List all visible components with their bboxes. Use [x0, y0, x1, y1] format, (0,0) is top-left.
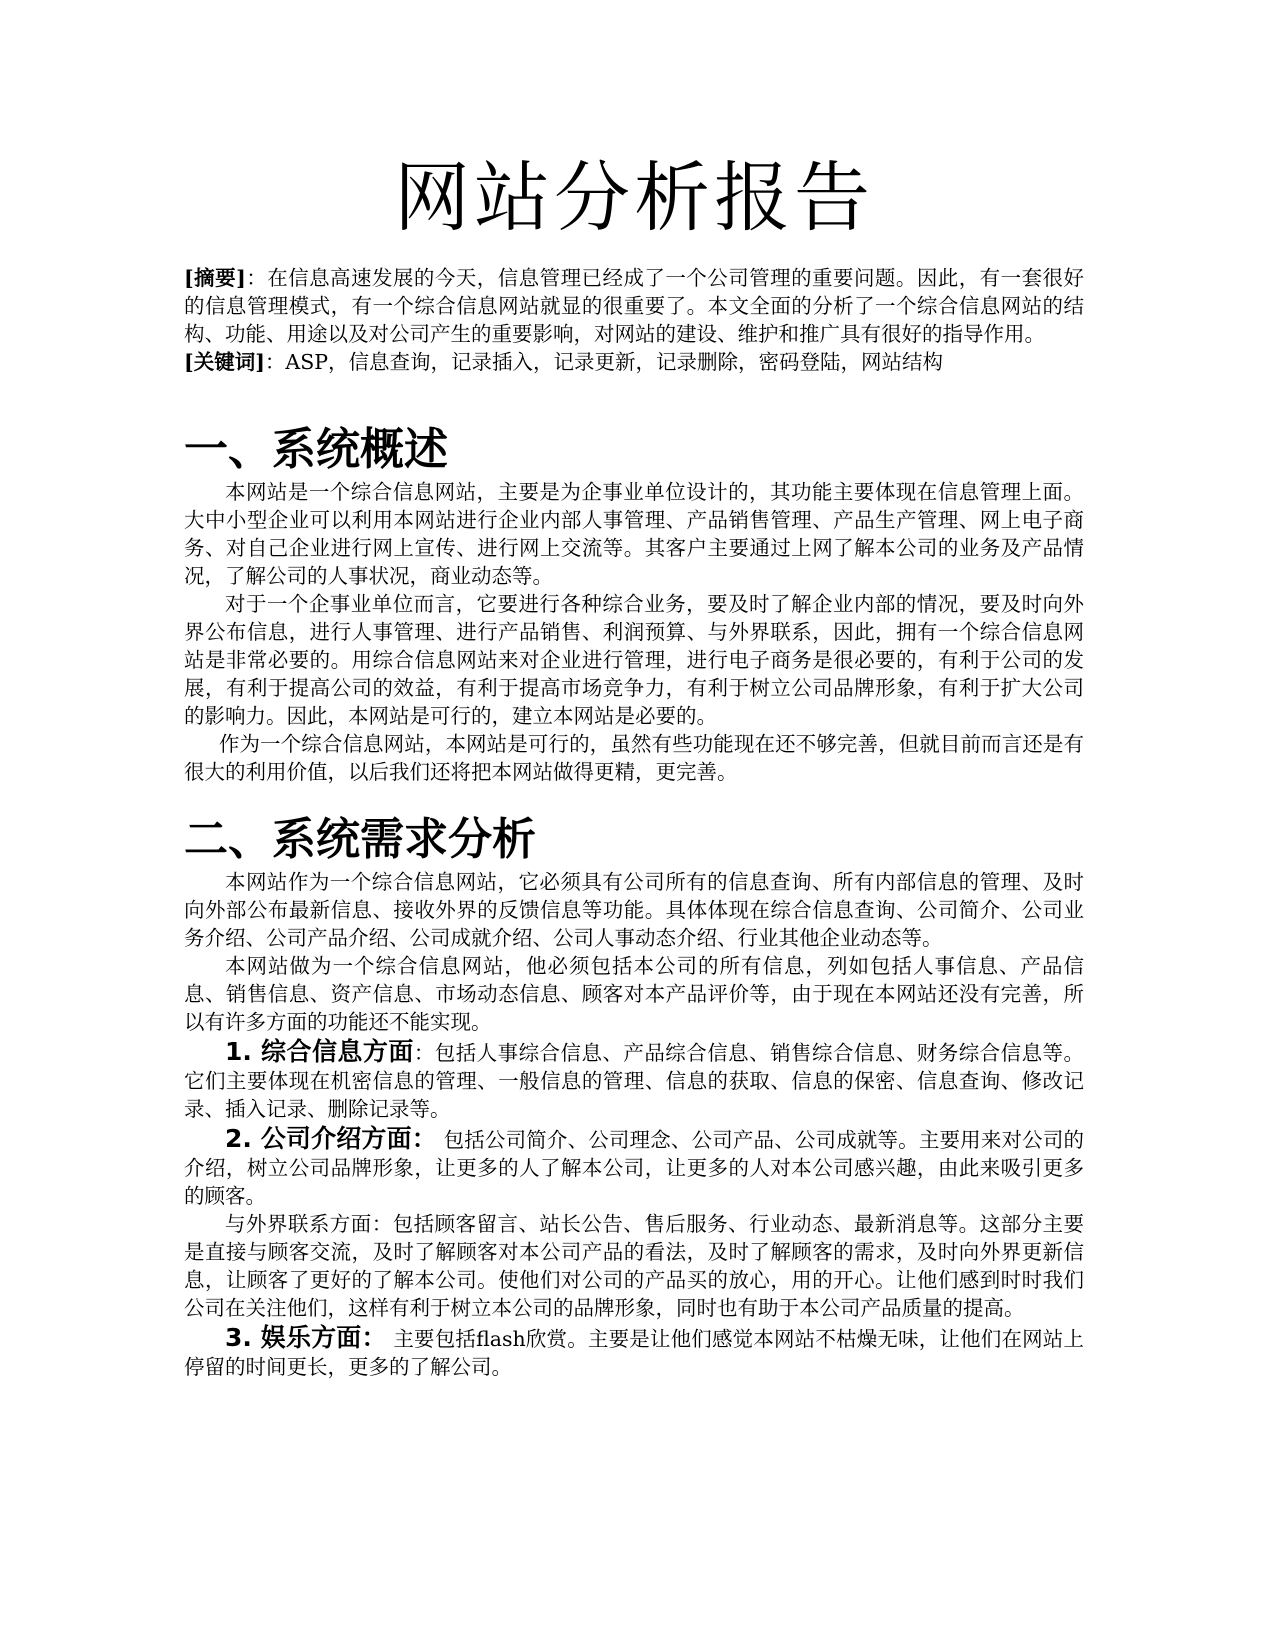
keywords-paragraph	[184, 348, 1084, 376]
keywords-text: ：ASP，信息查询，记录插入，记录更新，记录删除，密码登陆，网站结构	[264, 350, 944, 374]
contact-paragraph: 与外界联系方面：包括顾客留言、站长公告、售后服务、行业动态、最新消息等。这部分主要是直接与顾客交流，及时了解顾客对本公司产品的看法，及时了解顾客的需求，及时向外界更新信息，让顾客了更好的了解本公司。使他们对公司的产品买的放心，用的开心。让他们感到时时我们公司在关注他们，这样有利于树立本公司的品牌形象，同时也有助于本公司产品质量的提高。	[184, 1212, 1084, 1320]
item-3-title: 3. 娱乐方面：	[225, 1323, 387, 1352]
requirement-item-3	[184, 1324, 1084, 1381]
item-2-title: 2. 公司介绍方面：	[225, 1124, 437, 1153]
keywords-label: [关键词]	[184, 350, 265, 374]
section-heading-overview: 一、系统概述	[184, 424, 448, 475]
abstract-paragraph	[184, 264, 1084, 348]
abstract-block	[184, 264, 1084, 376]
abstract-text: ：在信息高速发展的今天，信息管理已经成了一个公司管理的重要问题。因此，有一套很好的信息管理模式，有一个综合信息网站就显的很重要了。本文全面的分析了一个综合信息网站的结构、功能、用途以及对公司产生的重要影响，对网站的建设、维护和推广具有很好的指导作用。	[184, 266, 1085, 346]
requirement-item-2	[184, 1125, 1084, 1210]
requirements-paragraph-1: 本网站作为一个综合信息网站，它必须具有公司所有的信息查询、所有内部信息的管理、及时向外部公布最新信息、接收外界的反馈信息等功能。具体体现在综合信息查询、公司简介、公司业务介绍、公司产品介绍、公司成就介绍、公司人事动态介绍、行业其他企业动态等。	[184, 870, 1084, 950]
abstract-label: [摘要]	[184, 266, 246, 290]
document-title: 网站分析报告	[394, 153, 874, 242]
item-1-title: 1. 综合信息方面	[225, 1037, 414, 1066]
document-page	[184, 0, 1084, 1381]
item-3-text: 主要包括flash欣赏。主要是让他们感觉本网站不枯燥无味，让他们在网站上停留的时间更长，更多的了解公司。	[184, 1327, 1084, 1379]
overview-paragraph-2: 对于一个企事业单位而言，它要进行各种综合业务，要及时了解企业内部的情况，要及时向外界公布信息，进行人事管理、进行产品销售、利润预算、与外界联系，因此，拥有一个综合信息网站是非常必要的。用综合信息网站来对企业进行管理，进行电子商务是很必要的，有利于公司的发展，有利于提高公司的效益，有利于提高市场竞争力，有利于树立公司品牌形象，有利于扩大公司的影响力。因此，本网站是可行的，建立本网站是必要的。	[184, 592, 1084, 728]
item-1-text: ：包括人事综合信息、产品综合信息、销售综合信息、财务综合信息等。它们主要体现在机密信息的管理、一般信息的管理、信息的获取、信息的保密、信息查询、修改记录、插入记录、删除记录等。	[184, 1041, 1084, 1121]
item-2-text: 包括公司简介、公司理念、公司产品、公司成就等。主要用来对公司的介绍，树立公司品牌形象，让更多的人了解本公司，让更多的人对本公司感兴趣，由此来吸引更多的顾客。	[184, 1128, 1084, 1208]
overview-paragraph-1: 本网站是一个综合信息网站，主要是为企事业单位设计的，其功能主要体现在信息管理上面。大中小型企业可以利用本网站进行企业内部人事管理、产品销售管理、产品生产管理、网上电子商务、对自己企业进行网上宣传、进行网上交流等。其客户主要通过上网了解本公司的业务及产品情况，了解公司的人事状况，商业动态等。	[184, 480, 1084, 588]
requirements-paragraph-2: 本网站做为一个综合信息网站，他必须包括本公司的所有信息，列如包括人事信息、产品信息、销售信息、资产信息、市场动态信息、顾客对本产品评价等，由于现在本网站还没有完善，所以有许多方面的功能还不能实现。	[184, 954, 1084, 1034]
requirement-item-1	[184, 1038, 1084, 1123]
overview-paragraph-3: 作为一个综合信息网站，本网站是可行的，虽然有些功能现在还不够完善，但就目前而言还是有很大的利用价值，以后我们还将把本网站做得更精，更完善。	[184, 732, 1084, 784]
section-heading-requirements: 二、系统需求分析	[184, 814, 536, 865]
